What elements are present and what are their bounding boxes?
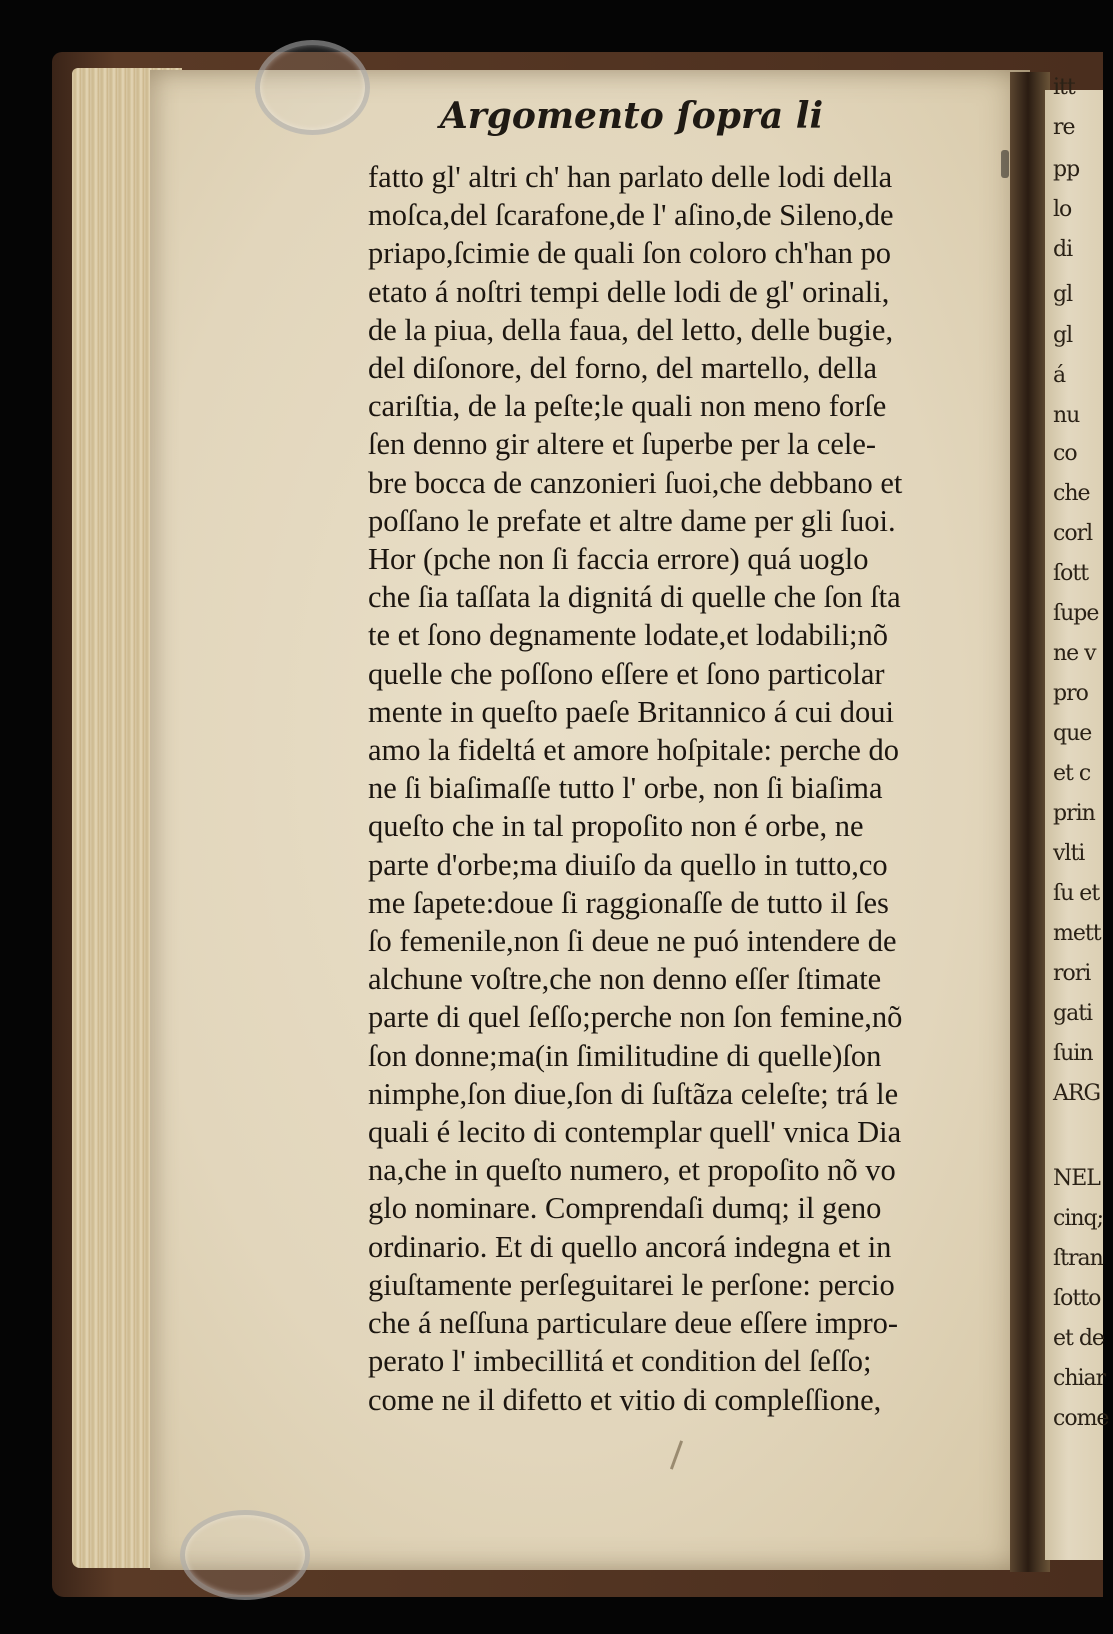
facing-page-fragment: ſuin [1053,1041,1093,1066]
text-line: cariſtia, de la peſte;le quali non meno forſe [368,389,887,424]
facing-page-fragment: que [1053,721,1092,746]
text-line: del diſonore, del forno, del martello, della [368,351,878,386]
text-line: quelle che poſſono eſſere et ſono particolar [368,656,885,691]
book-gutter [1010,72,1050,1572]
facing-page-fragment: prin [1053,801,1095,826]
text-line: moſca,del ſcarafone,de l' aſino,de Sileno,de [368,198,894,233]
text-line: ſon donne;ma(in ſimilitudine di quelle)ſon [368,1038,882,1073]
body-text [368,158,968,1419]
text-line: me ſapete:doue ſi raggionaſſe de tutto il ſes [368,885,889,920]
glass-page-weight-top [255,40,370,135]
facing-page-fragment: pro [1053,681,1088,706]
facing-page-fragment: gl [1053,323,1073,348]
facing-page-fragment: di [1053,237,1073,262]
text-line: parte di quel ſeſſo;perche non ſon femine,nõ [368,1000,903,1035]
running-header: Argomento ſopra li [439,95,824,137]
facing-page-fragment: et de [1053,1326,1104,1351]
text-line: come ne il difetto et vitio di compleſſione, [368,1382,882,1417]
facing-page-fragment: rori [1053,961,1091,986]
text-line: poſſano le prefate et altre dame per gli ſuoi. [368,503,896,538]
facing-page-fragment: ARG [1053,1081,1101,1106]
text-line: perato l' imbecillitá et condition del ſeſſo; [368,1344,872,1379]
facing-page-fragment: cinq; [1053,1206,1104,1231]
text-line: etato á noſtri tempi delle lodi de gl' orinali, [368,274,890,309]
text-line: bre bocca de canzonieri ſuoi,che debbano et [368,465,903,500]
facing-page-fragment: et c [1053,761,1091,786]
facing-page-fragment: vlti [1053,841,1085,866]
facing-page-fragment: mett [1053,921,1101,946]
facing-page-fragment: gl [1053,282,1073,307]
text-line: de la piua, della faua, del letto, delle bugie, [368,312,894,347]
facing-page-fragment: chiar [1053,1366,1106,1391]
text-line: che á neſſuna particulare deue eſſere impro- [368,1306,899,1341]
facing-page-fragment: ſotto [1053,1286,1101,1311]
text-line: alchune voſtre,che non denno eſſer ſtimate [368,962,882,997]
facing-page-fragment: ſupe [1053,601,1099,626]
text-line: glo nominare. Comprendaſi dumq; il geno [368,1191,882,1226]
facing-page-fragment: pp [1053,157,1080,182]
facing-page-fragment: co [1053,441,1077,466]
ink-mark [1001,150,1009,178]
text-line: giuſtamente perſeguitarei le perſone: percio [368,1267,895,1302]
facing-page-fragment: NEL [1053,1166,1100,1191]
text-line: ne ſi biaſimaſſe tutto l' orbe, non ſi biaſima [368,771,883,806]
text-line: mente in queſto paeſe Britannico á cui doui [368,694,894,729]
facing-page-fragment: lo [1053,197,1072,222]
text-line: fatto gl' altri ch' han parlato delle lodi della [368,160,893,194]
text-line: che ſia taſſata la dignitá di quelle che ſon ſta [368,580,901,615]
facing-page-fragment: re [1053,115,1075,140]
text-line: nimphe,ſon diue,ſon di ſuſtãza celeſte; trá le [368,1076,899,1111]
text-line: parte d'orbe;ma diuiſo da quello in tutto,co [368,847,888,882]
text-line: amo la fideltá et amore hoſpitale: perche do [368,733,899,768]
glass-page-weight-bottom [180,1510,310,1600]
text-line: ordinario. Et di quello ancorá indegna et in [368,1229,892,1264]
text-line: quali é lecito di contemplar quell' vnica Dia [368,1115,902,1150]
text-line: Hor (pche non ſi faccia errore) quá uoglo [368,542,869,577]
facing-page [1045,75,1109,1560]
facing-page-fragment: itt [1053,75,1075,100]
facing-page-fragment: corl [1053,521,1093,546]
facing-page-fragment: come [1053,1406,1109,1431]
text-line: priapo,ſcimie de quali ſon coloro ch'han po [368,236,891,271]
facing-page-fragment: che [1053,481,1090,506]
facing-page-fragment: á [1053,363,1066,388]
facing-page-fragment: ne v [1053,641,1096,666]
text-line: ſo femenile,non ſi deue ne puó intendere de [368,924,897,959]
text-line: te et ſono degnamente lodate,et lodabili;nõ [368,618,889,653]
facing-page-fragment: ſu et [1053,881,1100,906]
facing-page-fragment: gati [1053,1001,1093,1026]
text-line: na,che in queſto numero, et propoſito nõ vo [368,1153,896,1188]
facing-page-fragment: nu [1053,403,1080,428]
text-line: queſto che in tal propoſito non é orbe, ne [368,809,864,844]
facing-page-fragment: ſott [1053,561,1089,586]
text-line: ſen denno gir altere et ſuperbe per la cele- [368,427,877,462]
facing-page-fragment: ſtran [1053,1246,1103,1271]
